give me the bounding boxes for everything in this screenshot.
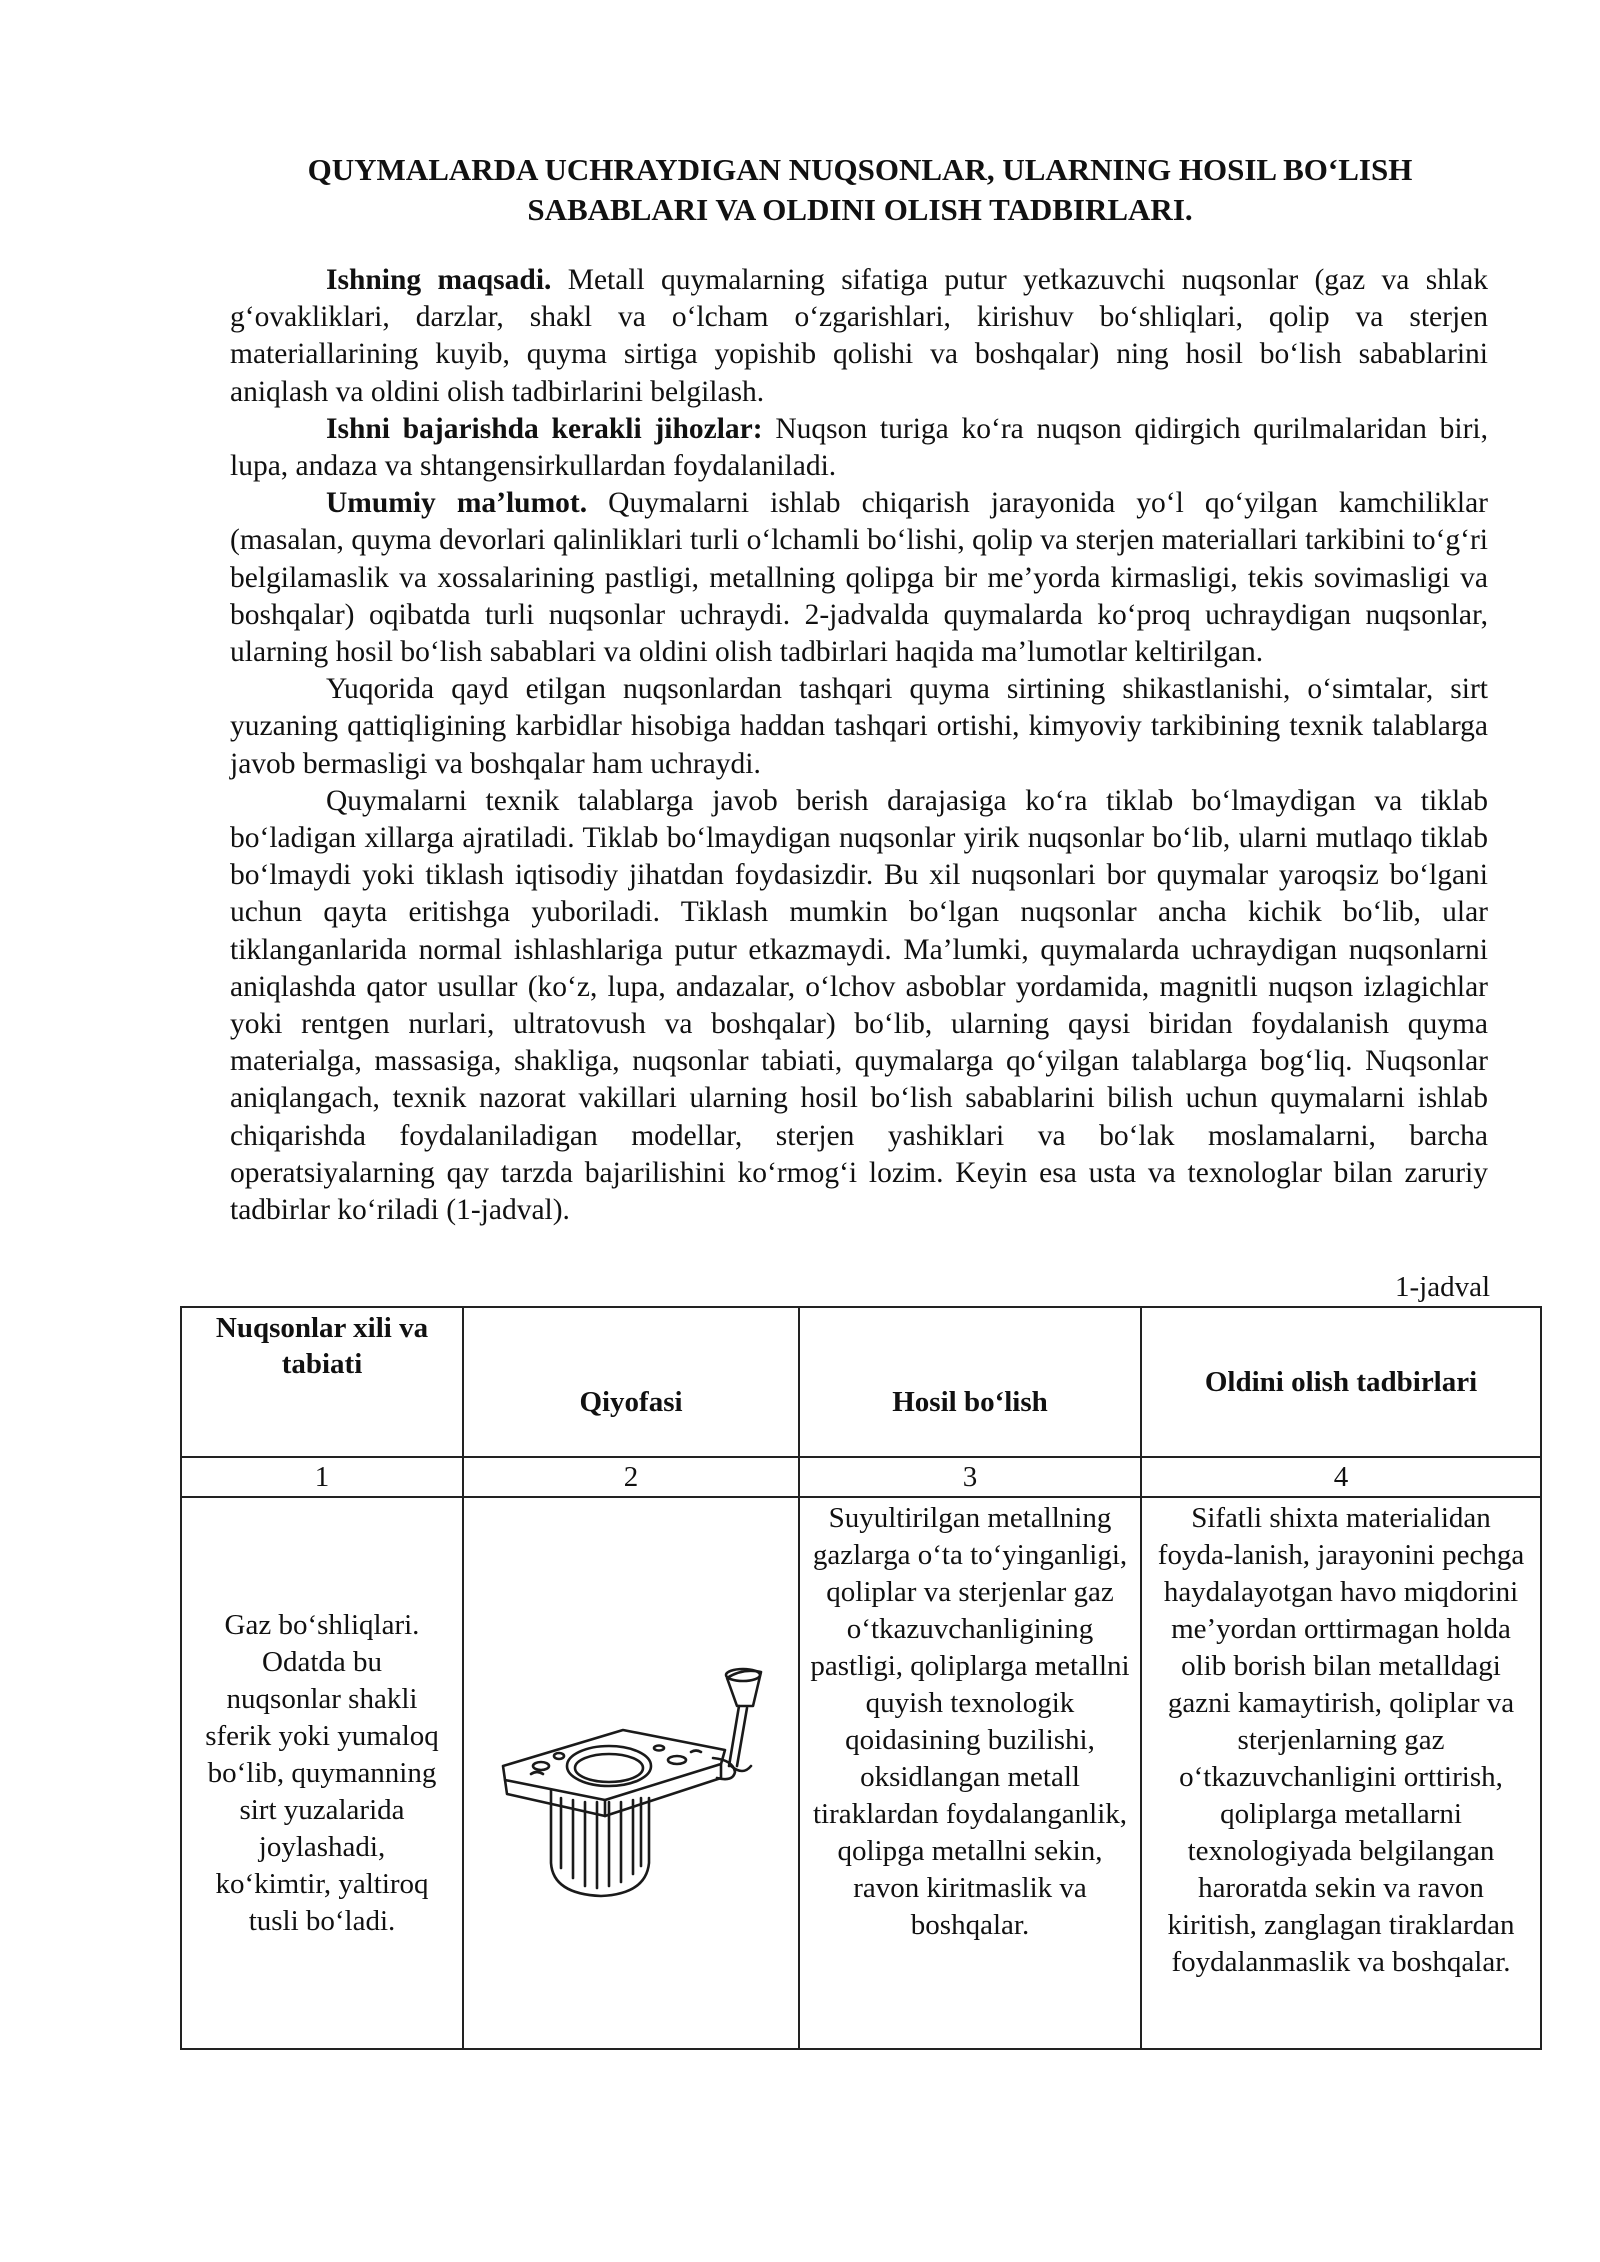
- table-label: 1-jadval: [1394, 1271, 1490, 1303]
- header-formation: Hosil bo‘lish: [799, 1307, 1141, 1457]
- paragraph-purpose: [230, 262, 1488, 411]
- purpose-text: Metall quymalarning sifatiga putur yetkazuvchi nuqsonlar (gaz va shlak g‘ovakliklari, darzlar, shakl va o‘lcham o‘zgarishlari, kirishuv bo‘shliqlari, qolip va sterjen materiallarining kuyib, quyma sirtiga yopishib qolishi va boshqalar) ning hosil bo‘lish sabablarini aniqlash va oldini olish tadbirlarini belgilash.: [230, 264, 1488, 408]
- column-number-2: 2: [463, 1457, 799, 1497]
- header-prevention: Oldini olish tadbirlari: [1141, 1307, 1541, 1457]
- cell-defect-type: Gaz bo‘shliqlari. Odatda bu nuqsonlar shakli sferik yoki yumaloq bo‘lib, quymanning sirt yuzalarida joylashadi, ko‘kimtir, yaltiroq tusli bo‘ladi.: [181, 1497, 463, 2049]
- table-row: [181, 1497, 1541, 2049]
- cell-prevention: Sifatli shixta materialidan foyda-lanish, jarayonini pechga haydalayotgan havo miqdorini me’yordan orttirmagan holda olib borish bilan metalldagi gazni kamaytirish, qoliplar va sterjenlarning gaz o‘tkazuvchanligini orttirish, qoliplarga metallarni texnologiyada belgilangan haroratda sekin va ravon kiritish, zanglagan tiraklardan foydalanmaslik va boshqalar.: [1141, 1497, 1541, 2049]
- table-header-row: [181, 1307, 1541, 1457]
- purpose-label: Ishning maqsadi.: [326, 264, 552, 296]
- general-info-label: Umumiy ma’lumot.: [326, 487, 588, 520]
- header-appearance: Qiyofasi: [463, 1307, 799, 1457]
- title-line-1: QUYMALARDA UCHRAYDIGAN NUQSONLAR, ULARNING HOSIL BO‘LISH: [307, 152, 1413, 187]
- column-number-3: 3: [799, 1457, 1141, 1497]
- paragraph-classification: Quymalarni texnik talablarga javob berish darajasiga ko‘ra tiklab bo‘lmaydigan va tiklab bo‘ladigan xillarga ajratiladi. Tiklab bo‘lmaydigan nuqsonlar yirik nuqsonlar bo‘lib, ularni mutlaqo tiklab bo‘lmaydi yoki tiklash iqtisodiy jihatdan foydasizdir. Bu xil nuqsonlari bor quymalar yaroqsiz bo‘lgani uchun qayta eritishga yuboriladi. Tiklash mumkin bo‘lgan nuqsonlar ancha kichik bo‘lib, ular tiklanganlarida normal ishlashlariga putur etkazmaydi. Ma’lumki, quymalarda uchraydigan nuqsonlarni aniqlashda qator usullar (ko‘z, lupa, andazalar, o‘lchov asboblar yordamida, magnitli nuqson izlagichlar yoki rentgen nurlari, ultratovush va boshqalar) bo‘lib, ularning qaysi biridan foydalanish quyma materialga, massasiga, shakliga, nuqsonlar tabiati, quymalarga qo‘yilgan talablarga bog‘liq. Nuqsonlar aniqlangach, texnik nazorat vakillari ularning hosil bo‘lish sabablarini bilish uchun quymalarni ishlab chiqarishda foydalaniladigan modellar, sterjen yashiklari va bo‘lak moslamalarni, barcha operatsiyalarning qay tarzda bajarilishini ko‘rmog‘i lozim. Keyin esa usta va texnologlar bilan zaruriy tadbirlar ko‘riladi (1-jadval).: [230, 784, 1488, 1227]
- body-text: [230, 262, 1488, 1229]
- paragraph-equipment: [230, 411, 1488, 485]
- paragraph-general-info: [230, 485, 1488, 671]
- equipment-text: Nuqson turiga ko‘ra nuqson qidirgich qurilmalaridan biri, lupa, andaza va shtangensirkullardan foydalaniladi.: [230, 412, 1488, 483]
- defects-table: [180, 1306, 1542, 2050]
- cell-formation: Suyultirilgan metallning gazlarga o‘ta to‘yinganligi, qoliplar va sterjenlar gaz o‘tkazuvchanligining pastligi, qoliplarga metallni quyish texnologik qoidasining buzilishi, oksidlangan metall tiraklardan foydalanganlik, qolipga metallni sekin, ravon kiritmaslik va boshqalar.: [799, 1497, 1141, 2049]
- document-title: [180, 150, 1540, 230]
- cell-appearance: [463, 1497, 799, 2049]
- title-line-2: SABABLARI VA OLDINI OLISH TADBIRLARI.: [527, 192, 1193, 227]
- header-defect-type: Nuqsonlar xili va tabiati: [181, 1307, 463, 1457]
- table-number-row: [181, 1457, 1541, 1497]
- paragraph-other-defects: Yuqorida qayd etilgan nuqsonlardan tashqari quyma sirtining shikastlanishi, o‘simtalar, sirt yuzaning qattiqligining karbidlar hisobiga haddan tashqari ortishi, kimyoviy tarkibining texnik talablarga javob bermasligi va boshqalar ham uchraydi.: [230, 673, 1488, 780]
- column-number-4: 4: [1141, 1457, 1541, 1497]
- casting-with-gas-cavities-illustration-icon: [481, 1648, 781, 1898]
- equipment-label: Ishni bajarishda kerakli jihozlar:: [326, 412, 763, 445]
- general-info-text: Quymalarni ishlab chiqarish jarayonida yo‘l qo‘yilgan kamchiliklar (masalan, quyma devorlari qalinliklari turli o‘lchamli bo‘lishi, qolip va sterjen materiallari tarkibini to‘g‘ri belgilamaslik va xossalarining pastligi, metallning qolipga bir me’yorda kirmasligi, tekis sovimasligi va boshqalar) oqibatda turli nuqsonlar uchraydi. 2-jadvalda quymalarda ko‘proq uchraydigan nuqsonlar, ularning hosil bo‘lish sabablari va oldini olish tadbirlari haqida ma’lumotlar keltirilgan.: [230, 487, 1488, 669]
- column-number-1: 1: [181, 1457, 463, 1497]
